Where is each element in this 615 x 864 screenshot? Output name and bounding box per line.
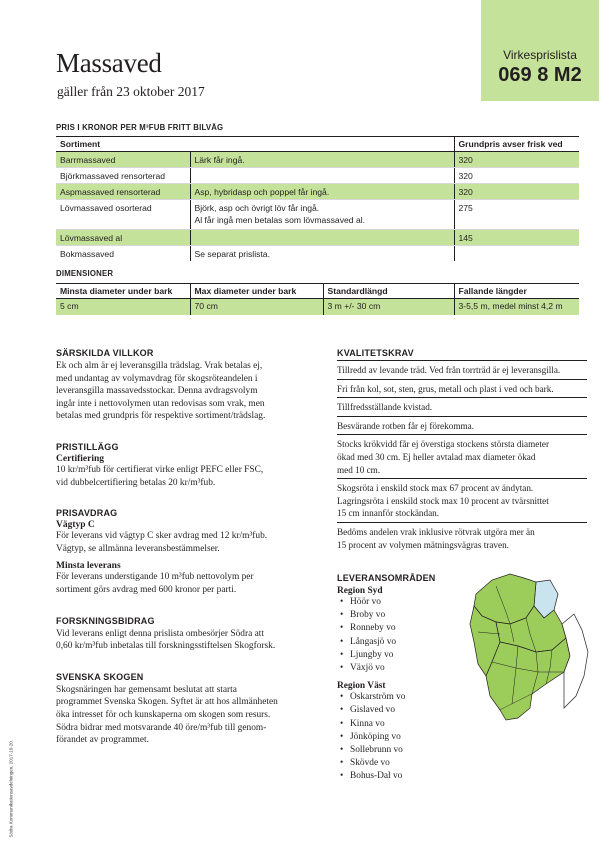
side-credit (6, 610, 15, 840)
prisavdrag-heading: PRISAVDRAG (56, 508, 118, 519)
sortiment-price: 320 (454, 152, 579, 168)
minsta-leverans-text (56, 571, 321, 596)
list-item: • Broby vo (337, 609, 477, 622)
sortiment-note-line1: Björk, asp och övrigt löv får ingå. (194, 203, 320, 213)
text-line: Skogsröta i enskild stock max 67 procent av ändytan. (337, 483, 534, 494)
sortiment-name: Bokmassaved (56, 246, 190, 262)
badge-code: 069 8 M2 (498, 64, 582, 86)
text-line: För leverans vid vägtyp C sker avdrag med 12 kr/m³fub. (56, 531, 268, 542)
price-table (56, 136, 579, 261)
list-item: • Sollebrunn vo (337, 744, 477, 757)
text-line: För leverans understigande 10 m³fub nettovolym per (56, 572, 254, 583)
list-item: • Skövde vo (337, 757, 477, 770)
price-table-header (56, 137, 579, 152)
text-line: Tillredd av levande träd. Ved från torrträd är ej leveransgilla. (337, 365, 561, 375)
sortiment-note (190, 200, 454, 230)
text-line: med undantag av volymavdrag för skogsröteandelen i (56, 373, 258, 384)
text-line: 0,60 kr/m³fub inbetalas till forskningsstiftelsen Skogforsk. (56, 641, 276, 652)
sortiment-note (190, 230, 454, 246)
list-item: • Oskarström vo (337, 691, 477, 704)
text-line: Tillfredsställande kvistad. (337, 402, 433, 413)
list-item: • Höör vo (337, 596, 477, 609)
region-syd-heading: Region Syd (337, 586, 383, 596)
badge-label: Virkesprislista (503, 48, 577, 62)
quality-item (337, 398, 587, 417)
sortiment-note: Asp, hybridasp och poppel får ingå. (190, 184, 454, 200)
pristillagg-heading: PRISTILLÄGG (56, 441, 119, 452)
list-item: • Växjö vo (337, 662, 477, 675)
sortiment-note: Se separat prislista. (190, 246, 454, 262)
text-line: Södra bidrar med motsvarande 40 öre/m³fub till genom- (56, 722, 267, 733)
text-line: Ek och alm är ej leveransgilla trädslag. Vrak betalas ej, (56, 361, 263, 371)
sortiment-note (190, 168, 454, 184)
text-line: Skogsnäringen har gemensamt beslutat att starta (56, 684, 237, 695)
table-row (56, 200, 579, 230)
col-standard-length: Standardlängd (323, 284, 454, 299)
minsta-leverans-subheading: Minsta leverans (56, 561, 121, 572)
table-row (56, 299, 579, 315)
table-row (56, 230, 579, 246)
text-line: Besvärande rotben får ej förekomma. (337, 420, 474, 431)
side-credit-text: Södra Kommunikationsavdelningen, 2017-10-20. (8, 739, 14, 838)
text-line: förandet av programmet. (56, 735, 149, 746)
quality-item (337, 435, 587, 479)
special-heading: SÄRSKILDA VILLKOR (56, 348, 154, 358)
dimensions-header (56, 284, 579, 299)
table-row (56, 152, 579, 168)
pristillagg-text (56, 464, 321, 489)
sortiment-price: 320 (454, 184, 579, 200)
sortiment-note-line2: Al får ingå men betalas som lövmassaved al. (194, 215, 366, 225)
quality-item (337, 523, 587, 553)
region-map (466, 572, 594, 724)
sortiment-name: Barrmassaved (56, 152, 190, 168)
list-item: • Jönköping vo (337, 731, 477, 744)
quality-item (337, 361, 587, 380)
col-falling-lengths: Fallande längder (454, 284, 579, 299)
list-item: • Ronneby vo (337, 622, 477, 635)
max-diameter-value: 70 cm (190, 299, 323, 315)
region-vast-list (337, 691, 477, 783)
page-subtitle: gäller från 23 oktober 2017 (57, 84, 205, 99)
table-row (56, 246, 579, 262)
price-list-badge (481, 0, 599, 101)
areas-heading: LEVERANSOMRÅDEN (337, 573, 436, 583)
delivery-areas (337, 573, 477, 784)
text-line: ökad med 30 cm. Ej heller avtalad max diameter ökad (337, 451, 536, 462)
text-line: betalas med grundpris för respektive sortiment/trädslag. (56, 411, 266, 422)
col-max-diameter: Max diameter under bark (190, 284, 323, 299)
text-line: vid dubbelcertifiering betalas 20 kr/m³fub. (56, 477, 216, 488)
table-row (56, 168, 579, 184)
list-item: • Kinna vo (337, 718, 477, 731)
certifiering-subheading: Certifiering (56, 453, 105, 464)
sortiment-price: 320 (454, 168, 579, 184)
min-diameter-value: 5 cm (56, 299, 190, 315)
text-line: öka intresset för och kunskaperna om skogen som resurs. (56, 709, 271, 720)
quality-item (337, 417, 587, 436)
region-vast-heading: Region Väst (337, 681, 386, 692)
text-line: 10 kr/m³fub för certifierat virke enligt PEFC eller FSC, (56, 464, 264, 475)
text-line: sortiment görs avdrag med 600 kronor per parti. (56, 584, 237, 595)
text-line: med 10 cm. (337, 464, 381, 475)
vagtyp-subheading: Vägtyp C (56, 520, 95, 531)
sortiment-name: Björkmassaved rensorterad (56, 168, 190, 184)
sortiment-name: Lövmassaved al (56, 230, 190, 246)
quality-heading: KVALITETSKRAV (337, 348, 587, 361)
falling-lengths-value: 3-5,5 m, medel minst 4,2 m (454, 299, 579, 315)
text-line: leveransgilla massavedsstockar. Denna avdragsvolym (56, 386, 258, 397)
left-column (56, 348, 321, 747)
list-item: • Ljungby vo (337, 649, 477, 662)
quality-section (337, 348, 587, 553)
quality-item (337, 380, 587, 399)
sortiment-note: Lärk får ingå. (190, 152, 454, 168)
text-line: Lagringsröta i enskild stock max 10 procent av tvärsnittet (337, 495, 549, 506)
text-line: Vägtyp, se allmänna leveransbestämmelser. (56, 543, 220, 554)
text-line: 15 procent av volymen mätningsvägras traven. (337, 539, 509, 550)
quality-item (337, 479, 587, 523)
sortiment-price: 275 (454, 200, 579, 230)
list-item: • Långasjö vo (337, 636, 477, 649)
col-min-diameter: Minsta diameter under bark (56, 284, 190, 299)
vagtyp-text (56, 530, 321, 555)
dimensions-heading: DIMENSIONER (56, 269, 114, 278)
text-line: ingår inte i nettovolymen utan redovisas som vrak, men (56, 398, 265, 409)
dimensions-table (56, 283, 579, 315)
text-line: 15 cm innanför stockändan. (337, 508, 440, 519)
svenska-skogen-text (56, 684, 321, 747)
sortiment-price: 145 (454, 230, 579, 246)
list-item: • Gislaved vo (337, 704, 477, 717)
forskning-heading: FORSKNINGSBIDRAG (56, 615, 155, 626)
col-grundpris: Grundpris avser frisk ved (454, 137, 579, 152)
text-line: programmet Svenska Skogen. Syftet är att hos allmänheten (56, 697, 278, 708)
text-line: Bedöms andelen vrak inklusive rötvrak utgöra mer än (337, 526, 535, 537)
text-line: Fri från kol, sot, sten, grus, metall och plast i ved och bark. (337, 383, 554, 394)
sortiment-price (454, 246, 579, 262)
sortiment-name: Lövmassaved osorterad (56, 200, 190, 230)
page-title: Massaved (56, 48, 162, 78)
text-line: Stocks krökvidd får ej överstiga stockens största diameter (337, 439, 550, 450)
price-section-heading: PRIS I KRONOR PER M³FUB FRITT BILVÄG (56, 123, 224, 132)
sortiment-name: Aspmassaved rensorterad (56, 184, 190, 200)
svenska-skogen-heading: SVENSKA SKOGEN (56, 671, 144, 682)
region-syd-list (337, 596, 477, 675)
text-line: Vid leverans enligt denna prislista ombesörjer Södra att (56, 628, 264, 639)
standard-length-value: 3 m +/- 30 cm (323, 299, 454, 315)
table-row (56, 184, 579, 200)
col-sortiment: Sortiment (56, 137, 454, 152)
special-text (56, 360, 321, 423)
list-item: • Bohus-Dal vo (337, 770, 477, 783)
forskning-text (56, 628, 321, 653)
